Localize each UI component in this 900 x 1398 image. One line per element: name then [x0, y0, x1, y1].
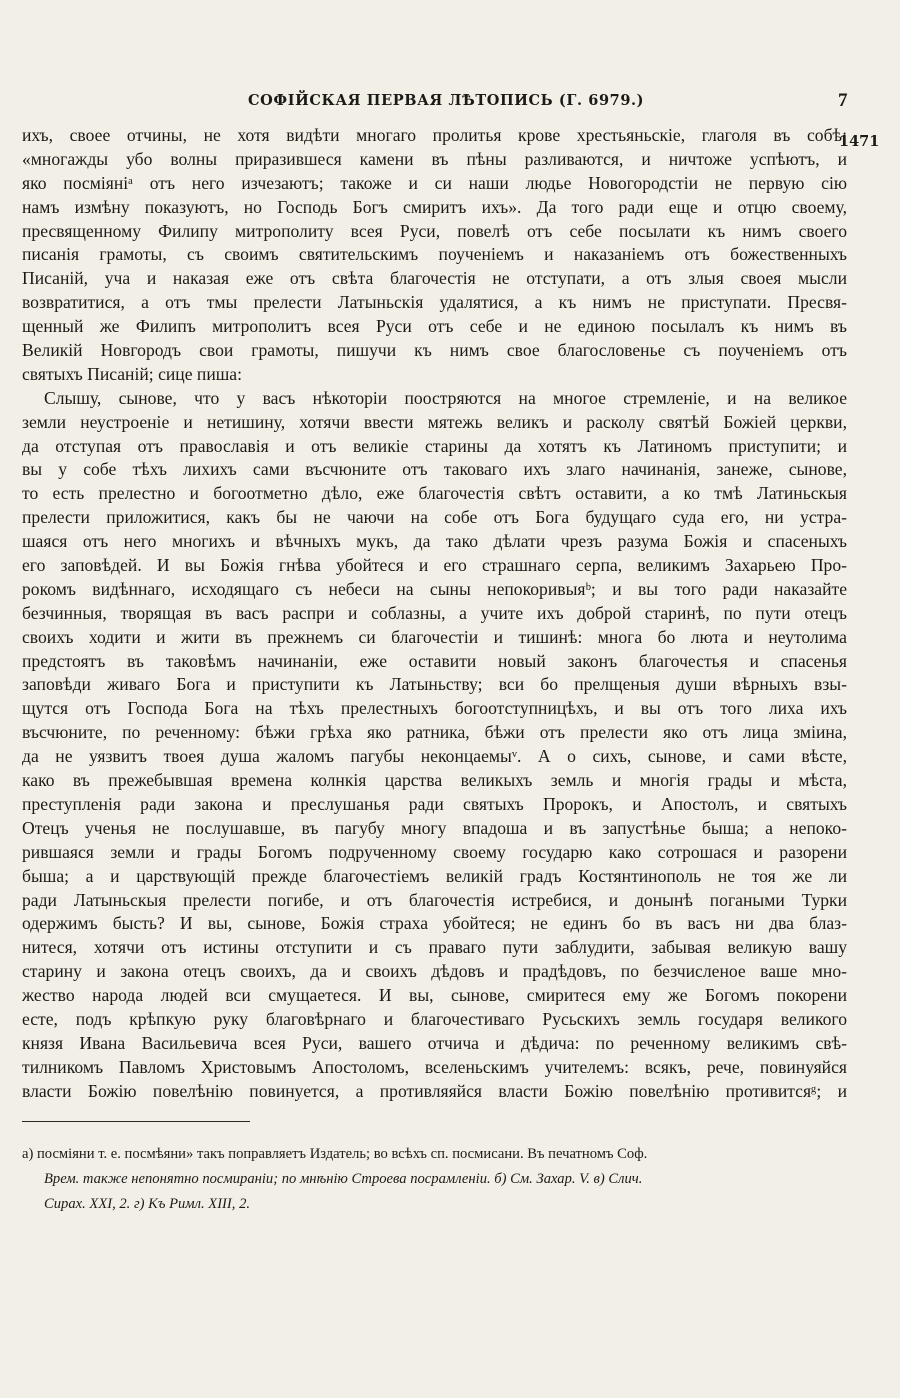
text-line: въсчюните, по реченному: бѣжи грѣха яко ратника, бѣжи отъ прелести яко отъ лица зміина,	[22, 722, 847, 743]
text-line: князя Ивана Васильевича всея Руси, вашего отчича и дѣдича: по реченному великимъ свѣ-	[22, 1032, 847, 1053]
text-line: шаяся отъ него многихъ и вѣчныхъ мукъ, да тако дѣлати чрезъ разума Божія и спасеныхъ	[22, 531, 847, 552]
text-line: старину и закона отецъ своихъ, да и своихъ дѣдовъ и прадѣдовъ, по безчисленое ваше мно-	[22, 961, 847, 982]
text-line: прелести приложитися, какъ бы не чаючи на собе отъ Бога будущаго суда его, ни устра-	[22, 507, 847, 528]
text-line: рокомъ видѣннаго, исходящаго съ небеси на сыны непокоривыяᵇ; и вы того ради наказайте	[22, 578, 847, 599]
text-line: Отецъ ученья не послушавше, въ пагубу многу впадоша и въ запустѣнье быша; а непоко-	[22, 817, 847, 838]
text-line: Писаній, уча и наказая еже отъ свѣта благочестія не отступати, а отъ злыя своея мысли	[22, 268, 847, 289]
text-line: возвратитися, а отъ тмы прелести Латыньскія удалятися, а къ нимъ не приступати. Пресвя-	[22, 292, 847, 313]
text-line: власти Божію повелѣнію повинуется, а противляяйся власти Божію повелѣнію противитсяᵍ; и	[22, 1080, 847, 1101]
running-title: СОФІЙСКАЯ ПЕРВАЯ ЛѢТОПИСЬ (Г. 6979.)	[248, 92, 645, 109]
text-line: заповѣди живаго Бога и приступити къ Латыньству; вси бо прелщеныя души вѣрныхъ взы-	[22, 674, 847, 695]
text-line: яко посміянiᵃ отъ него изчезаютъ; такоже и си наши людье Новогородстіи не первую сію	[22, 172, 847, 193]
main-text	[22, 124, 847, 1104]
footnotes	[22, 1142, 847, 1217]
text-line: преступленія ради закона и преслушанья ради святыхъ Пророкъ, и Апостолъ, и святыхъ	[22, 793, 847, 814]
text-line: нитеся, хотячи отъ истины отступити и съ праваго пути заблудити, забывая великую вашу	[22, 937, 847, 958]
text-line: «многажды убо волны приразившеся камени въ пѣны разливаются, и ничтоже успѣютъ, и	[22, 148, 847, 169]
text-line: ради Латыньскыя прелести погибе, и отъ благочестія истребися, и донынѣ погаными Турки	[22, 889, 847, 910]
running-header	[0, 92, 900, 116]
margin-year-note: 1471	[839, 133, 880, 150]
text-line: щутся отъ Господа Бога на тѣхъ прелестныхъ богоотступницѣхъ, и вы отъ того лиха ихъ	[22, 698, 847, 719]
footnote-divider	[22, 1121, 250, 1122]
text-line: быша; а и царствующій прежде благочестіемъ великій градъ Костянтинополь не тоя же ли	[22, 865, 847, 886]
text-line: тилникомъ Павломъ Христовымъ Апостоломъ, вселеньскимъ учителемъ: всякъ, рече, повинуяйся	[22, 1056, 847, 1077]
text-line: пресвященному Филипу митрополиту всея Руси, повелѣ отъ себе посылати къ нимъ своего	[22, 220, 847, 241]
text-line: предстоятъ въ таковѣмъ начинаніи, еже оставити новый законъ благочестья и спасенья	[22, 650, 847, 671]
text-line: рившаяся земли и грады Богомъ подрученному своему государю како сотрошася и разорени	[22, 841, 847, 862]
text-line: есте, подъ крѣпкую руку благовѣрнаго и благочестиваго Русьскихъ земль государя великого	[22, 1008, 847, 1029]
text-line: одержимъ бысть? И вы, сынове, Божія страха убойтеся; не единъ бо въ васъ ни два блаз-	[22, 913, 847, 934]
text-line: писанія грамоты, съ своимъ святительскимъ поученіемъ и наказаніемъ отъ божественныхъ	[22, 244, 847, 265]
text-line: како въ прежебывшая времена колнкія царства великыхъ земль и многія грады и мѣста,	[22, 770, 847, 791]
text-line: своихъ ходити и жити въ прежнемъ си благочестіи и тишинѣ: многа бо люта и неутолима	[22, 626, 847, 647]
text-line: его заповѣдей. И вы Божія гнѣва убойтеся и его страшнаго серпа, великимъ Захарьею Про-	[22, 555, 847, 576]
text-line: Слышу, сынове, что у васъ нѣкоторіи поостряются на многое стремленіе, и на великое	[44, 387, 847, 408]
text-line: вы у собе тѣхъ лихихъ сами въсчюните отъ таковаго ихъ злаго начинанія, занеже, сынове,	[22, 459, 847, 480]
footnote-line: а) посміяни т. е. посмѣяни» такъ поправляетъ Издатель; во всѣхъ сп. посмисани. Въ печатномъ Соф.	[22, 1146, 648, 1162]
text-line: то есть прелестно и богоотметно дѣло, еже благочестія свѣтъ оставити, а ко тмѣ Латиньскыя	[22, 483, 847, 504]
page-number: 7	[838, 90, 848, 111]
footnote-line: Врем. также непонятно посмираніи; по мнѣнію Строева посрамленіи. б) См. Захар. V. в) Слич.	[44, 1171, 643, 1187]
text-line: святыхъ Писаній; сице пиша:	[22, 363, 242, 384]
text-line: земли неустроеніе и нетишину, хотячи ввести мятежь великъ и расколу святѣй Божіей церкви,	[22, 411, 847, 432]
text-line: ихъ, своее отчины, не хотя видѣти многаго пролитья крове хрестьяньскіе, глаголя въ собѣ:	[22, 125, 847, 145]
text-line: щенный же Филипъ митрополитъ всея Руси отъ себе и не единою посылалъ къ нимъ въ	[22, 316, 847, 337]
text-line: Великій Новгородъ свои грамоты, пишучи къ нимъ свое благословенье съ поученіемъ отъ	[22, 340, 847, 361]
footnote-line: Сирах. XXI, 2. г) Къ Римл. XIII, 2.	[44, 1196, 251, 1212]
text-line: намъ измѣну показуютъ, но Господь Богъ смиритъ ихъ». Да того ради еще и отцю своему,	[22, 196, 847, 217]
text-line: безчинныя, творящая въ васъ распри и соблазны, а учите ихъ доброй старинѣ, по пути отецъ	[22, 602, 847, 623]
text-line: жество народа людей вси смущаетеся. И вы, сынове, смиритеся ему же Богомъ покорени	[22, 985, 847, 1006]
text-line: да отступая отъ православія и отъ великіе старины да хотятъ къ Латиномъ приступити; и	[22, 435, 847, 456]
text-line: да не уязвитъ твоея душа жаломъ пагубы неконцаемыᵛ. А о сихъ, сынове, и сами вѣсте,	[22, 746, 847, 767]
